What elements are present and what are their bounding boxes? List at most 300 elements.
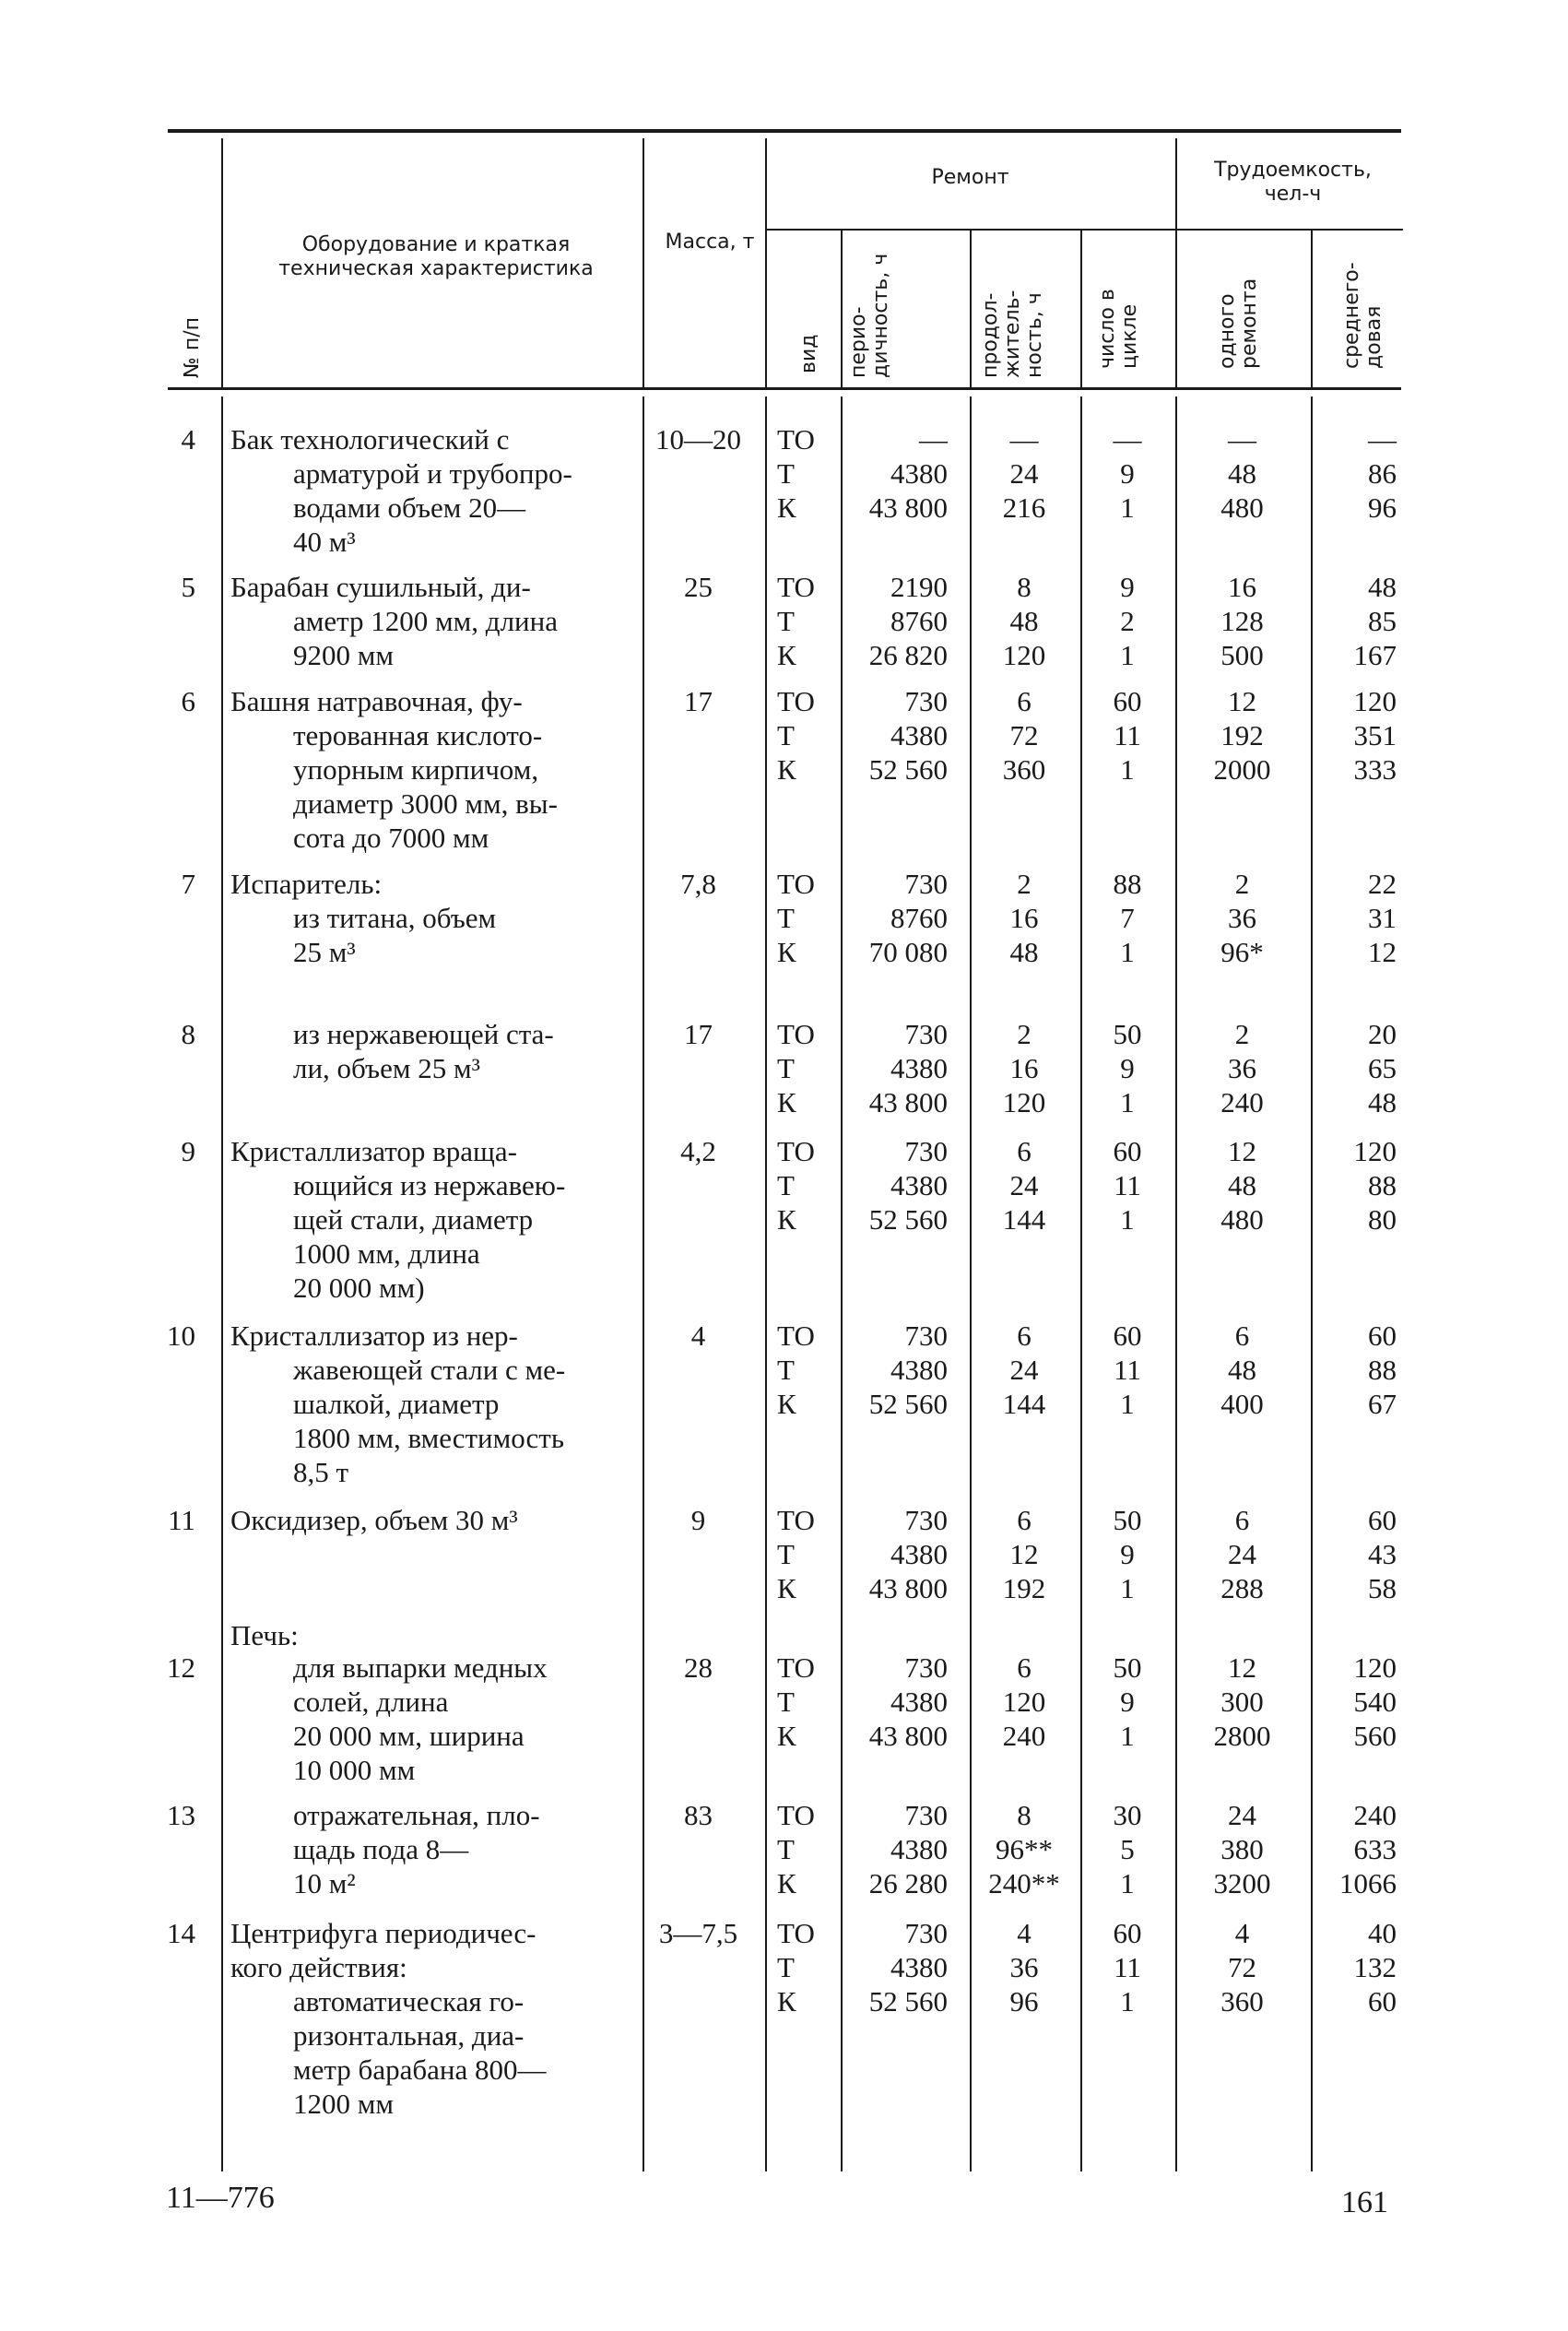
header-one-repair: одного ремонта: [1216, 278, 1261, 369]
repair-type: К: [777, 1388, 796, 1420]
one-repair-labor-column: [1175, 1134, 1309, 1236]
count-value: 60: [1113, 685, 1142, 717]
one-repair-labor-column: [1175, 1798, 1309, 1900]
average-labor: 12: [1368, 936, 1397, 968]
description-line: ющийся из нержавею-: [293, 1169, 566, 1201]
page-number: 161: [1341, 2185, 1388, 2219]
equipment-description: [230, 867, 622, 969]
description-line: ризонтальная, диа-: [293, 2019, 525, 2052]
repair-type: К: [777, 491, 796, 524]
duration-value: 144: [1002, 1388, 1046, 1420]
header-mass: Масса, т: [665, 231, 755, 254]
periodicity-value: 26 820: [868, 639, 948, 671]
one-repair-labor: 12: [1228, 1651, 1256, 1684]
repair-type: ТО: [777, 1135, 815, 1167]
repair-type: К: [777, 1720, 796, 1752]
repair-type: К: [777, 1867, 796, 1899]
one-repair-labor: 4: [1234, 1917, 1250, 1949]
one-repair-labor: 48: [1228, 457, 1256, 490]
duration-value-column: [973, 1916, 1075, 2018]
one-repair-labor-column: [1175, 1017, 1309, 1119]
count-value-column: [1080, 1798, 1174, 1900]
description-line: 9200 мм: [293, 639, 394, 671]
repair-type: ТО: [777, 868, 815, 900]
periodicity-value-column: [841, 422, 948, 525]
count-value-column: [1080, 1916, 1174, 2018]
periodicity-value-column: [841, 684, 948, 787]
duration-value: 216: [1002, 491, 1046, 524]
repair-type: ТО: [777, 685, 815, 717]
description-line: Башня натравочная, фу-: [230, 685, 523, 717]
one-repair-labor-column: [1175, 867, 1309, 969]
header-periodicity: перио-дичность, ч: [847, 253, 892, 378]
duration-value: 144: [1002, 1203, 1046, 1236]
duration-value: 240**: [988, 1867, 1060, 1899]
average-labor-column: [1314, 1651, 1397, 1753]
periodicity-value: 4380: [890, 1354, 948, 1386]
duration-value: 6: [1017, 1319, 1032, 1352]
description-line: диаметр 3000 мм, вы-: [293, 787, 558, 820]
description-line: Печь:: [230, 1619, 299, 1651]
periodicity-value: 52 560: [868, 1203, 948, 1236]
duration-value: 4: [1017, 1917, 1032, 1949]
duration-value: 48: [1009, 936, 1039, 968]
count-value: 11: [1114, 1951, 1141, 1983]
duration-value-column: [973, 570, 1075, 672]
count-value: 1: [1120, 491, 1135, 524]
header-average: среднего-довая: [1340, 262, 1385, 369]
repair-type-column: [777, 422, 832, 525]
repair-type-column: [777, 867, 832, 969]
one-repair-labor: 480: [1220, 1203, 1264, 1236]
description-line: 10 м²: [293, 1867, 356, 1899]
count-value: 1: [1120, 1720, 1135, 1752]
body-divider: [1311, 396, 1313, 2171]
footer-signature: 11—776: [166, 2181, 275, 2215]
repair-type-column: [777, 1017, 832, 1119]
periodicity-value: 730: [904, 1319, 948, 1352]
count-value: —: [1113, 423, 1142, 456]
periodicity-value: 730: [904, 1799, 948, 1831]
duration-value-column: [973, 422, 1075, 525]
periodicity-value: 4380: [890, 1833, 948, 1865]
average-labor-column: [1314, 1503, 1397, 1605]
average-labor: 167: [1353, 639, 1397, 671]
periodicity-value: 4380: [890, 1686, 948, 1718]
periodicity-value-column: [841, 1319, 948, 1421]
repair-type: Т: [777, 1686, 795, 1718]
repair-type: Т: [777, 1538, 795, 1570]
periodicity-value: 43 800: [868, 491, 948, 524]
duration-value: 2: [1017, 1018, 1032, 1050]
description-line: для выпарки медных: [293, 1651, 548, 1684]
periodicity-value: 52 560: [868, 1388, 948, 1420]
header-divider: [1311, 231, 1313, 389]
average-labor: 86: [1368, 457, 1397, 490]
equipment-description: [230, 1916, 622, 2121]
repair-type: К: [777, 1086, 796, 1118]
repair-type: Т: [777, 1951, 795, 1983]
average-labor: 333: [1353, 753, 1397, 786]
duration-value: 120: [1002, 1086, 1046, 1118]
count-value: 50: [1113, 1651, 1142, 1684]
count-value-column: [1080, 1651, 1174, 1753]
duration-value: —: [1009, 423, 1039, 456]
periodicity-value: 2190: [890, 571, 948, 603]
header-divider: [1175, 138, 1177, 389]
count-value: 1: [1120, 1867, 1135, 1899]
duration-value-column: [973, 684, 1075, 787]
header-divider: [221, 138, 223, 389]
one-repair-labor: 16: [1228, 571, 1256, 603]
average-labor: 351: [1353, 719, 1397, 751]
description-line: Испаритель:: [230, 868, 383, 900]
periodicity-value: 43 800: [868, 1572, 948, 1604]
row-number: 6: [181, 685, 195, 717]
average-labor: 60: [1368, 1985, 1397, 2017]
mass-value: 4,2: [680, 1135, 716, 1167]
repair-type: К: [777, 639, 796, 671]
one-repair-labor: 36: [1228, 902, 1256, 934]
average-labor: 67: [1368, 1388, 1397, 1420]
average-labor: 88: [1368, 1169, 1397, 1201]
average-labor-column: [1314, 570, 1397, 672]
repair-type-column: [777, 1319, 832, 1421]
mass-value: 17: [684, 685, 713, 717]
repair-type: Т: [777, 1052, 795, 1084]
mass-value: 83: [684, 1799, 713, 1831]
equipment-description: [230, 1017, 622, 1085]
average-labor-column: [1314, 1017, 1397, 1119]
count-value: 30: [1113, 1799, 1142, 1831]
periodicity-value-column: [841, 867, 948, 969]
one-repair-labor: 48: [1228, 1354, 1256, 1386]
header-num: № п/п: [181, 316, 204, 378]
description-line: кого действия:: [230, 1951, 407, 1983]
count-value-column: [1080, 1319, 1174, 1421]
periodicity-value: 730: [904, 1018, 948, 1050]
average-labor: 60: [1368, 1504, 1397, 1536]
header-divider: [1080, 231, 1082, 389]
duration-value-column: [973, 1017, 1075, 1119]
duration-value-column: [973, 1134, 1075, 1236]
duration-value: 48: [1009, 605, 1039, 637]
periodicity-value: 730: [904, 868, 948, 900]
mass-value: 25: [684, 571, 713, 603]
average-labor: 20: [1368, 1018, 1397, 1050]
repair-type-column: [777, 1134, 832, 1236]
count-value: 11: [1114, 1354, 1141, 1386]
one-repair-labor: 24: [1228, 1799, 1256, 1831]
one-repair-labor: 2800: [1213, 1720, 1271, 1752]
count-value: 1: [1120, 753, 1135, 786]
equipment-description: [230, 1651, 622, 1787]
periodicity-value: 730: [904, 1504, 948, 1536]
periodicity-value-column: [841, 1134, 948, 1236]
average-labor: 540: [1353, 1686, 1397, 1718]
repair-type: К: [777, 1985, 796, 2017]
count-value: 9: [1120, 1686, 1135, 1718]
average-labor: 633: [1353, 1833, 1397, 1865]
one-repair-labor-column: [1175, 1651, 1309, 1753]
one-repair-labor: 240: [1220, 1086, 1264, 1118]
periodicity-value: 43 800: [868, 1720, 948, 1752]
count-value: 1: [1120, 1985, 1135, 2017]
one-repair-labor: 6: [1234, 1319, 1250, 1352]
periodicity-value-column: [841, 1651, 948, 1753]
header-vnd: вид: [797, 334, 820, 373]
periodicity-value: 52 560: [868, 1985, 948, 2017]
count-value: 9: [1120, 1052, 1135, 1084]
header-equipment: Оборудование и краткая техническая характеристика: [278, 233, 594, 280]
row-number: 13: [167, 1799, 195, 1831]
count-value: 50: [1113, 1504, 1142, 1536]
one-repair-labor: 2: [1234, 868, 1250, 900]
average-labor: 120: [1353, 685, 1397, 717]
description-line: шалкой, диаметр: [293, 1388, 500, 1420]
mass-value: 3—7,5: [658, 1917, 738, 1949]
mass-value: 9: [690, 1504, 706, 1536]
description-line: водами объем 20—: [293, 491, 526, 524]
description-line: 20 000 мм, ширина: [293, 1720, 525, 1752]
average-labor: 80: [1368, 1203, 1397, 1236]
one-repair-labor: 24: [1228, 1538, 1256, 1570]
count-value-column: [1080, 1134, 1174, 1236]
count-value: 60: [1113, 1319, 1142, 1352]
body-divider: [643, 396, 644, 2171]
average-labor: 48: [1368, 571, 1397, 603]
one-repair-labor: 400: [1220, 1388, 1264, 1420]
average-labor: 88: [1368, 1354, 1397, 1386]
description-line: отражательная, пло-: [293, 1799, 540, 1831]
periodicity-value-column: [841, 1916, 948, 2018]
average-labor: 65: [1368, 1052, 1397, 1084]
average-labor: 96: [1368, 491, 1397, 524]
duration-value: 16: [1009, 1052, 1039, 1084]
average-labor: 120: [1353, 1651, 1397, 1684]
periodicity-value: 730: [904, 1135, 948, 1167]
periodicity-value: 4380: [890, 1951, 948, 1983]
one-repair-labor: 12: [1228, 685, 1256, 717]
count-value: 1: [1120, 639, 1135, 671]
count-value-column: [1080, 1503, 1174, 1605]
count-value: 1: [1120, 936, 1135, 968]
header-duration: продол-житель-ность, ч: [979, 290, 1046, 378]
description-line: сота до 7000 мм: [293, 822, 489, 854]
table-header-rule: [168, 387, 1401, 390]
count-value: 11: [1114, 1169, 1141, 1201]
duration-value: 24: [1009, 1354, 1039, 1386]
row-number: 7: [181, 868, 195, 900]
repair-type: К: [777, 753, 796, 786]
one-repair-labor: 48: [1228, 1169, 1256, 1201]
duration-value: 24: [1009, 457, 1039, 490]
periodicity-value: 26 280: [868, 1867, 948, 1899]
average-labor-column: [1314, 867, 1397, 969]
row-number: 4: [181, 423, 195, 456]
periodicity-value: 730: [904, 1917, 948, 1949]
periodicity-value: 43 800: [868, 1086, 948, 1118]
average-labor-column: [1314, 1319, 1397, 1421]
equipment-description: [230, 422, 622, 559]
one-repair-labor-column: [1175, 570, 1309, 672]
description-line: 1800 мм, вместимость: [293, 1422, 564, 1454]
header-divider: [841, 231, 843, 389]
duration-value-column: [973, 867, 1075, 969]
description-line: 1000 мм, длина: [293, 1237, 480, 1270]
one-repair-labor: 300: [1220, 1686, 1264, 1718]
table-top-rule: [168, 129, 1401, 133]
periodicity-value-column: [841, 1503, 948, 1605]
description-line: жавеющей стали с ме-: [293, 1354, 566, 1386]
periodicity-value: 8760: [890, 605, 948, 637]
one-repair-labor: 96*: [1220, 936, 1264, 968]
count-value: 5: [1120, 1833, 1135, 1865]
average-labor-column: [1314, 1916, 1397, 2018]
description-line: Оксидизер, объем 30 м³: [230, 1504, 518, 1536]
description-line: Кристаллизатор из нер-: [230, 1319, 518, 1352]
average-labor: 240: [1353, 1799, 1397, 1831]
repair-type: ТО: [777, 1799, 815, 1831]
row-number: 8: [181, 1018, 195, 1050]
one-repair-labor: 128: [1220, 605, 1264, 637]
count-value: 1: [1120, 1086, 1135, 1118]
duration-value: 72: [1009, 719, 1039, 751]
description-line: ли, объем 25 м³: [293, 1052, 480, 1084]
repair-type: Т: [777, 719, 795, 751]
repair-type: Т: [777, 1354, 795, 1386]
one-repair-labor: 2000: [1213, 753, 1271, 786]
count-value-column: [1080, 1017, 1174, 1119]
mass-value: 7,8: [680, 868, 716, 900]
repair-type: Т: [777, 902, 795, 934]
periodicity-value-column: [841, 1017, 948, 1119]
repair-type: ТО: [777, 1018, 815, 1050]
repair-type: ТО: [777, 1504, 815, 1536]
description-line: 10 000 мм: [293, 1754, 416, 1786]
count-value: 9: [1120, 571, 1135, 603]
periodicity-value: 4380: [890, 719, 948, 751]
count-value: 11: [1114, 719, 1141, 751]
repair-type: Т: [777, 1833, 795, 1865]
description-line: щей стали, диаметр: [293, 1203, 534, 1236]
average-labor: —: [1368, 423, 1397, 456]
duration-value-column: [973, 1319, 1075, 1421]
description-line: метр барабана 800—: [293, 2053, 547, 2086]
header-subrule: [767, 229, 1403, 231]
average-labor-column: [1314, 422, 1397, 525]
repair-type: Т: [777, 457, 795, 490]
header-divider: [970, 231, 972, 389]
one-repair-labor: 36: [1228, 1052, 1256, 1084]
row-number: 10: [167, 1319, 195, 1352]
count-value: 2: [1120, 605, 1135, 637]
duration-value: 240: [1002, 1720, 1046, 1752]
count-value: 1: [1120, 1203, 1135, 1236]
one-repair-labor-column: [1175, 422, 1309, 525]
periodicity-value: 52 560: [868, 753, 948, 786]
mass-value: 4: [690, 1319, 706, 1352]
one-repair-labor: 3200: [1213, 1867, 1271, 1899]
duration-value: 6: [1017, 685, 1032, 717]
periodicity-value: —: [919, 423, 948, 456]
duration-value: 12: [1009, 1538, 1039, 1570]
periodicity-value: 4380: [890, 1538, 948, 1570]
one-repair-labor-column: [1175, 1916, 1309, 2018]
duration-value: 2: [1017, 868, 1032, 900]
duration-value: 6: [1017, 1135, 1032, 1167]
repair-type: Т: [777, 1169, 795, 1201]
count-value: 7: [1120, 902, 1135, 934]
count-value-column: [1080, 684, 1174, 787]
equipment-description: [230, 1319, 622, 1489]
repair-type: ТО: [777, 1651, 815, 1684]
description-line: из нержавеющей ста-: [293, 1018, 554, 1050]
duration-value: 36: [1009, 1951, 1039, 1983]
repair-type: ТО: [777, 1319, 815, 1352]
count-value: 60: [1113, 1135, 1142, 1167]
average-labor: 48: [1368, 1086, 1397, 1118]
duration-value: 192: [1002, 1572, 1046, 1604]
periodicity-value: 70 080: [868, 936, 948, 968]
equipment-description: [230, 684, 622, 855]
description-line: 1200 мм: [293, 2088, 394, 2120]
repair-type-column: [777, 570, 832, 672]
one-repair-labor: 288: [1220, 1572, 1264, 1604]
one-repair-labor: 480: [1220, 491, 1264, 524]
mass-value: 17: [684, 1018, 713, 1050]
one-repair-labor-column: [1175, 684, 1309, 787]
one-repair-labor: 6: [1234, 1504, 1250, 1536]
duration-value: 6: [1017, 1504, 1032, 1536]
description-line: упорным кирпичом,: [293, 753, 539, 786]
description-line: 8,5 т: [293, 1456, 349, 1488]
periodicity-value: 4380: [890, 457, 948, 490]
row-number: 14: [167, 1917, 195, 1949]
mass-value: 28: [684, 1651, 713, 1684]
periodicity-value: 8760: [890, 902, 948, 934]
average-labor-column: [1314, 1798, 1397, 1900]
average-labor: 60: [1368, 1319, 1397, 1352]
one-repair-labor: 360: [1220, 1985, 1264, 2017]
count-value: 9: [1120, 1538, 1135, 1570]
equipment-description: [230, 1503, 622, 1537]
duration-value: 8: [1017, 1799, 1032, 1831]
description-line: арматурой и трубопро-: [293, 457, 572, 490]
periodicity-value-column: [841, 570, 948, 672]
average-labor: 560: [1353, 1720, 1397, 1752]
duration-value-column: [973, 1798, 1075, 1900]
description-line: 40 м³: [293, 526, 356, 558]
row-number: 11: [168, 1504, 195, 1536]
description-line: Центрифуга периодичес-: [230, 1917, 536, 1949]
row-number: 5: [181, 571, 195, 603]
one-repair-labor: 12: [1228, 1135, 1256, 1167]
body-divider: [970, 396, 972, 2171]
repair-type: К: [777, 1572, 796, 1604]
repair-type: ТО: [777, 423, 815, 456]
one-repair-labor: 192: [1220, 719, 1264, 751]
count-value: 88: [1113, 868, 1142, 900]
body-divider: [221, 396, 223, 2171]
repair-type-column: [777, 1916, 832, 2018]
description-line: щадь пода 8—: [293, 1833, 469, 1865]
periodicity-value: 4380: [890, 1169, 948, 1201]
duration-value: 96**: [996, 1833, 1053, 1865]
one-repair-labor-column: [1175, 1503, 1309, 1605]
repair-type-column: [777, 684, 832, 787]
description-line: Бак технологический с: [230, 423, 510, 456]
